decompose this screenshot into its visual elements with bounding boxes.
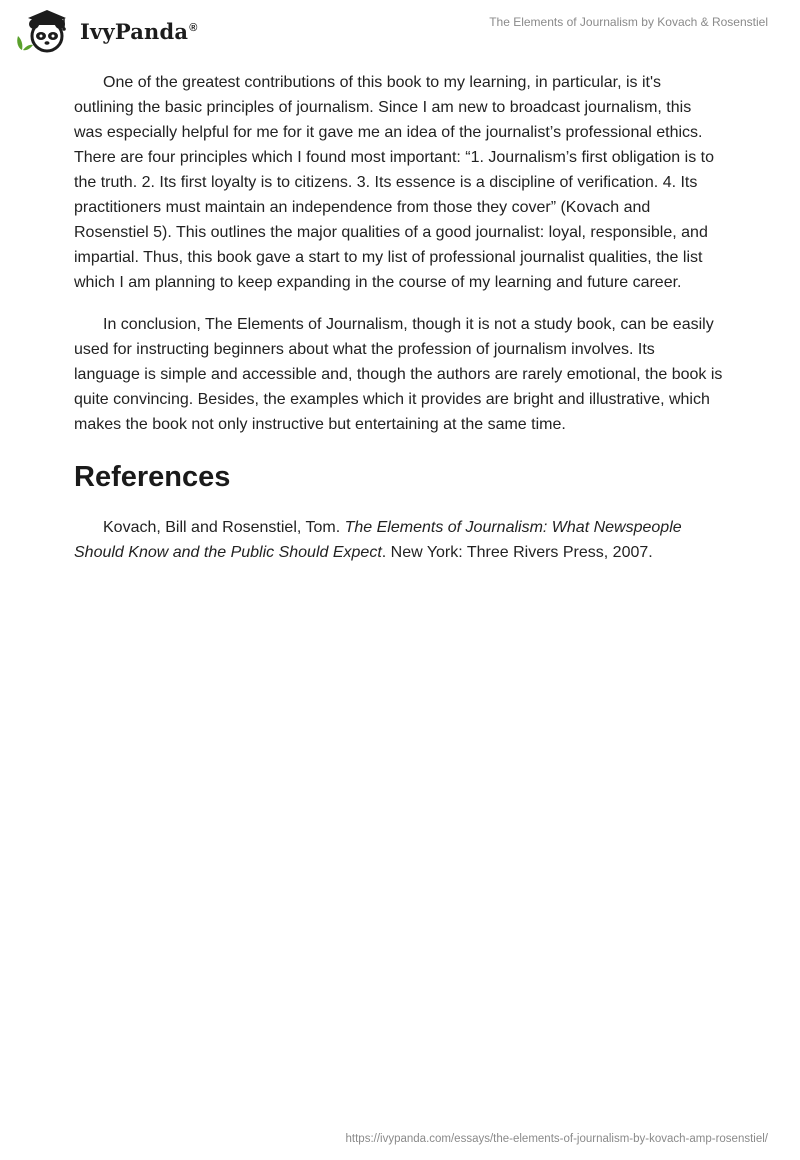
reference-entry — [74, 515, 724, 565]
source-url[interactable]: https://ivypanda.com/essays/the-elements-of-journalism-by-kovach-amp-rosenstiel/ — [345, 1133, 768, 1145]
reference-title: The Elements of Journalism: What Newspeople Should Know and the Public Should Expect — [74, 519, 682, 561]
panda-graduate-icon — [14, 6, 76, 56]
reference-authors: Kovach, Bill and Rosenstiel, Tom. — [103, 519, 341, 536]
references-heading: References — [74, 461, 231, 493]
essay-body — [74, 70, 724, 565]
paragraph-principles: One of the greatest contributions of this book to my learning, in particular, is it's outlining the basic principles of journalism. Since I am new to broadcast journalism, this was especially helpful for me for it gave me an idea of the journalist’s professional ethics. There are four principles which I found most important: “1. Journalism’s first obligation is to the truth. 2. Its first loyalty is to citizens. 3. Its essence is a discipline of verification. 4. Its practitioners must maintain an independence from those they cover” (Kovach and Rosenstiel 5). This outlines the major qualities of a good journalist: loyal, responsible, and impartial. Thus, this book gave a start to my list of professional journalist qualities, the list which I am planning to keep expanding in the course of my learning and future career. — [74, 74, 714, 291]
ivypanda-logo[interactable] — [14, 6, 198, 56]
registered-mark: ® — [189, 21, 198, 34]
running-title: The Elements of Journalism by Kovach & Rosenstiel — [489, 15, 768, 29]
paragraph-conclusion: In conclusion, The Elements of Journalism, though it is not a study book, can be easily used for instructing beginners about what the profession of journalism involves. Its language is simple and accessible and, though the authors are rarely emotional, the book is quite convincing. Besides, the examples which it provides are bright and illustrative, which makes the book not only instructive but entertaining at the same time. — [74, 316, 723, 433]
reference-publisher: . New York: Three Rivers Press, 2007. — [381, 544, 653, 561]
page-header — [0, 0, 800, 62]
logo-wordmark: IvyPanda® — [80, 18, 198, 44]
